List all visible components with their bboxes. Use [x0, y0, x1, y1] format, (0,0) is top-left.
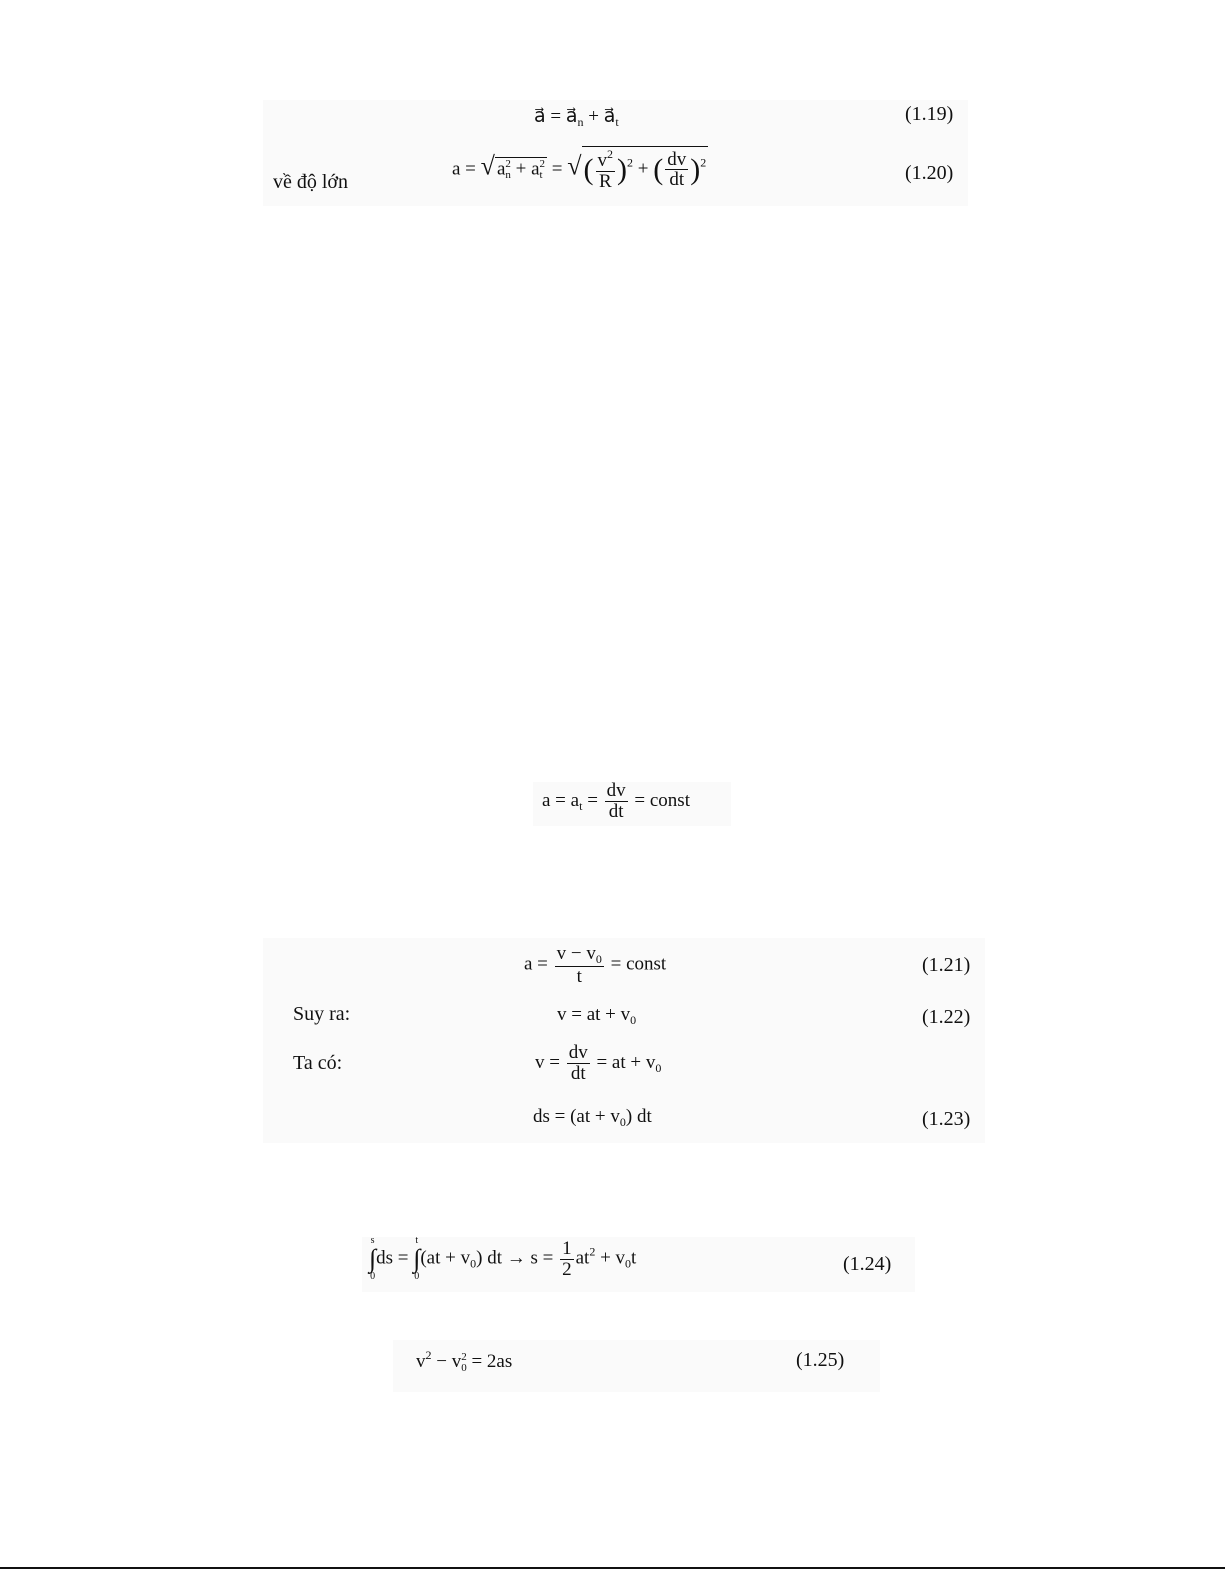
equation-number-1-22: (1.22) — [922, 1006, 971, 1028]
equation-velocity-derivative: v = $\frac{dv}{dt}$ = at + $v_0$ — [535, 1042, 662, 1084]
equation-1-24: s ∫ 0 ds = t ∫ 0 $(at + v_0)$ dt → s = $\frac{1}{2}$ $at^2 + v_0t$ — [369, 1235, 637, 1282]
equation-number-1-19: (1.19) — [905, 103, 954, 125]
equation-1-19: a⃗ = $a⃗_n$ + $a⃗_t$ — [534, 106, 619, 129]
equation-number-1-21: (1.21) — [922, 954, 971, 976]
label-ta-co: Ta có: — [293, 1052, 343, 1074]
equation-1-22: v = at + $v_0$ — [557, 1004, 637, 1027]
equation-number-1-25: (1.25) — [796, 1349, 845, 1371]
equation-1-20: a = √ a 2 n + a 2 t = √( $\frac{v^2}{R}$ )$^2$ + ( $\frac{dv}{dt}$ )$^2$ — [452, 147, 707, 192]
equation-number-1-20: (1.20) — [905, 162, 954, 184]
equation-number-1-24: (1.24) — [843, 1253, 892, 1275]
page-bottom-rule — [0, 1567, 1225, 1569]
equation-number-1-23: (1.23) — [922, 1108, 971, 1130]
equation-1-25: $v^2 - v$ 2 0 = 2as — [416, 1348, 513, 1374]
label-ve-do-lon: về độ lớn — [273, 171, 349, 193]
equation-constant-acceleration: $a = a_t$ = $\frac{dv}{dt}$ = const — [542, 780, 690, 822]
equation-1-21: a = $\frac{v - v_0}{t}$ = const — [524, 943, 667, 987]
label-suy-ra: Suy ra: — [293, 1003, 351, 1025]
equation-1-23: ds = $(at + v_0)$ dt — [533, 1106, 652, 1129]
